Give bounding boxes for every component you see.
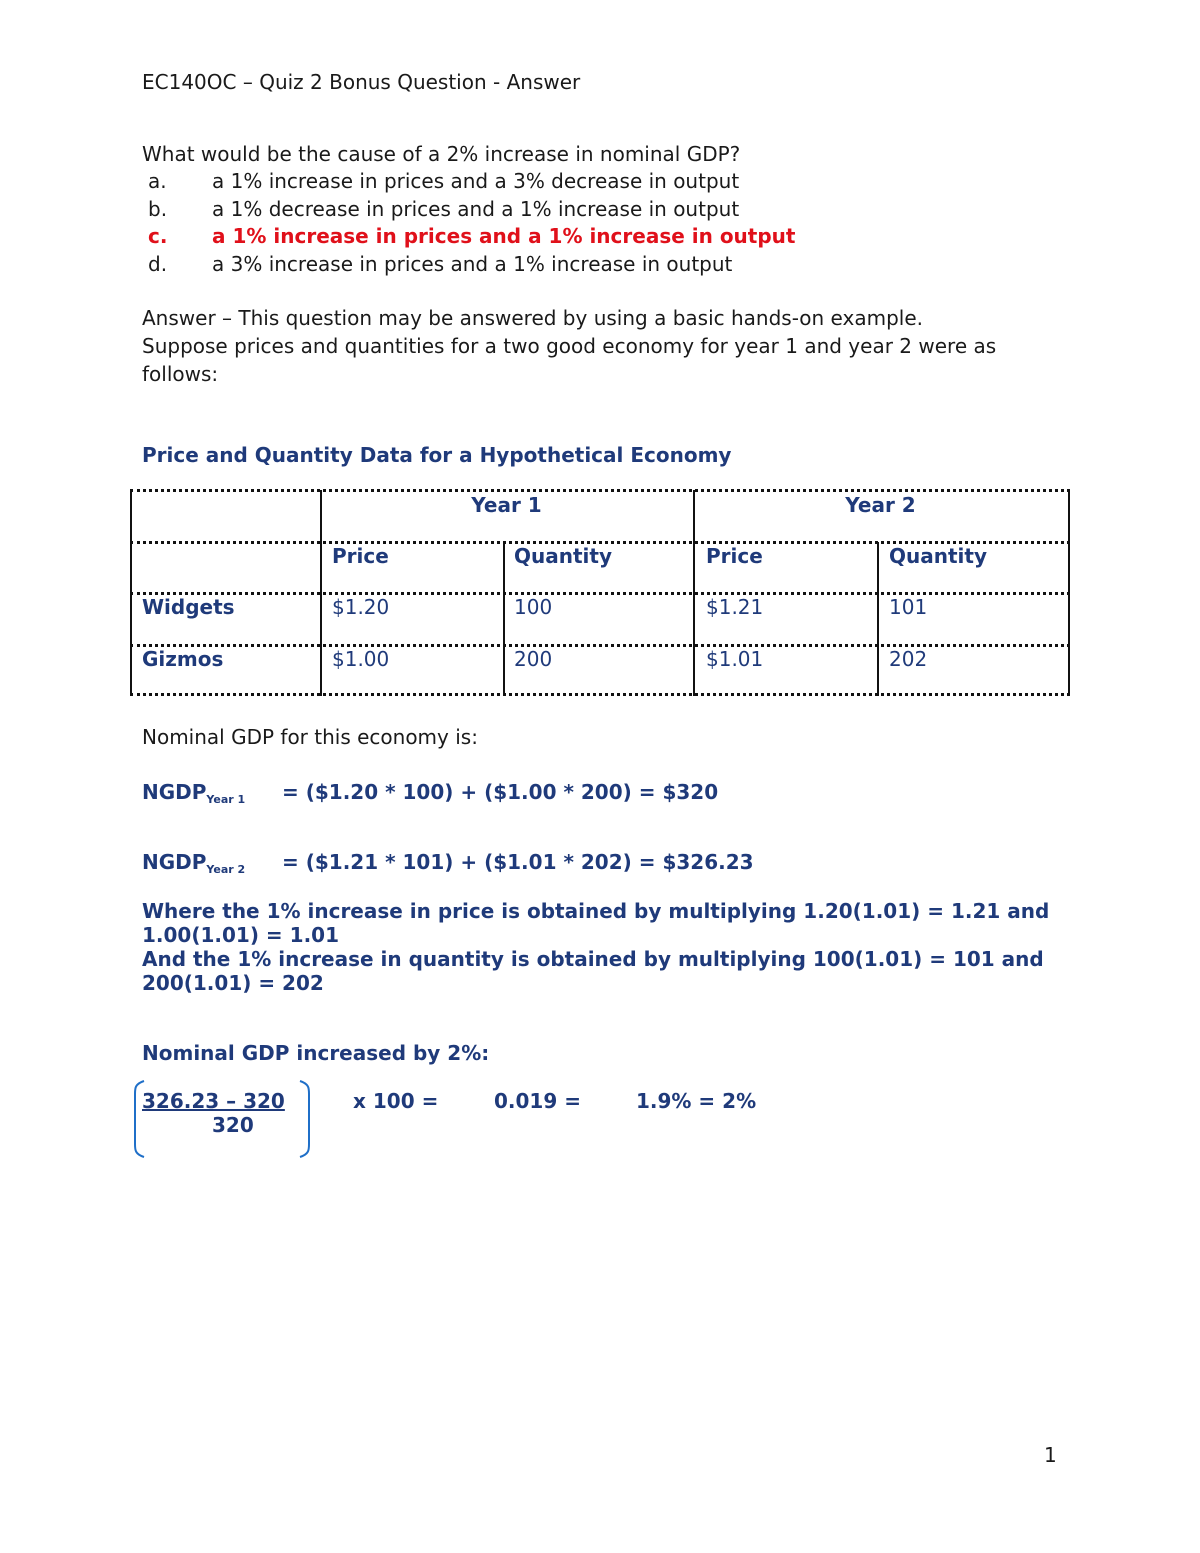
row-label-gizmos: Gizmos (142, 647, 224, 671)
cell-widgets-quantity-year1: 100 (514, 595, 553, 619)
table-border (1068, 490, 1070, 696)
answer-setup-line1: Suppose prices and quantities for a two good economy for year 1 and year 2 were as (142, 334, 997, 358)
table-caption: Price and Quantity Data for a Hypothetical Economy (142, 443, 732, 467)
cell-widgets-price-year1: $1.20 (332, 595, 390, 619)
ngdp-subscript: Year 1 (206, 793, 246, 806)
ngdp-year1-equation: = ($1.20 * 100) + ($1.00 * 200) = $320 (282, 780, 719, 804)
table-border (320, 490, 322, 696)
gdp-intro: Nominal GDP for this economy is: (142, 725, 478, 749)
table-border (130, 693, 1070, 696)
question-prompt: What would be the cause of a 2% increase in nominal GDP? (142, 142, 741, 166)
table-border (877, 542, 879, 696)
table-border (130, 592, 1070, 595)
ngdp-year2-label (142, 850, 245, 882)
explanation-line: Where the 1% increase in price is obtained by multiplying 1.20(1.01) = 1.21 and (142, 899, 1050, 923)
option-text: a 1% increase in prices and a 3% decrease in output (212, 169, 740, 193)
option-letter: a. (148, 169, 167, 193)
cell-gizmos-price-year1: $1.00 (332, 647, 390, 671)
option-letter: d. (148, 252, 168, 276)
result-times: x 100 = (353, 1089, 439, 1113)
col-header-price-year1: Price (332, 544, 389, 568)
cell-widgets-quantity-year2: 101 (889, 595, 928, 619)
option-text: a 3% increase in prices and a 1% increase in output (212, 252, 733, 276)
cell-gizmos-quantity-year1: 200 (514, 647, 553, 671)
explanation-line: And the 1% increase in quantity is obtained by multiplying 100(1.01) = 101 and (142, 947, 1044, 971)
explanation-paragraph (142, 899, 1062, 995)
answer-paragraph (142, 304, 1042, 388)
fraction-numerator: 326.23 – 320 (142, 1089, 285, 1113)
page-number: 1 (1044, 1443, 1057, 1467)
ngdp-subscript: Year 2 (206, 863, 246, 876)
document-title: EC140OC – Quiz 2 Bonus Question - Answer (142, 70, 581, 94)
ngdp-year2-equation: = ($1.21 * 101) + ($1.01 * 202) = $326.23 (282, 850, 754, 874)
result-percent: 1.9% = 2% (636, 1089, 757, 1113)
cell-gizmos-price-year2: $1.01 (706, 647, 764, 671)
explanation-line: 1.00(1.01) = 1.01 (142, 923, 340, 947)
option-letter: b. (148, 197, 168, 221)
col-header-quantity-year2: Quantity (889, 544, 987, 568)
answer-setup-line2: follows: (142, 362, 219, 386)
table-border (130, 644, 1070, 647)
table-border (693, 490, 695, 696)
col-header-price-year2: Price (706, 544, 763, 568)
fraction-denominator: 320 (212, 1113, 254, 1137)
option-letter: c. (148, 224, 168, 248)
ngdp-label: NGDP (142, 850, 207, 874)
row-label-widgets: Widgets (142, 595, 235, 619)
ngdp-year1-label (142, 780, 245, 812)
col-header-quantity-year1: Quantity (514, 544, 612, 568)
table-border (130, 490, 132, 696)
year1-header: Year 1 (471, 493, 542, 517)
table-border (503, 542, 505, 696)
table-border (130, 489, 1070, 492)
ngdp-label: NGDP (142, 780, 207, 804)
cell-widgets-price-year2: $1.21 (706, 595, 764, 619)
option-text: a 1% increase in prices and a 1% increase in output (212, 224, 796, 248)
option-text: a 1% decrease in prices and a 1% increase in output (212, 197, 740, 221)
result-decimal: 0.019 = (494, 1089, 581, 1113)
explanation-line: 200(1.01) = 202 (142, 971, 324, 995)
answer-intro: Answer – This question may be answered by using a basic hands-on example. (142, 306, 923, 330)
year2-header: Year 2 (845, 493, 916, 517)
cell-gizmos-quantity-year2: 202 (889, 647, 928, 671)
result-heading: Nominal GDP increased by 2%: (142, 1041, 490, 1065)
